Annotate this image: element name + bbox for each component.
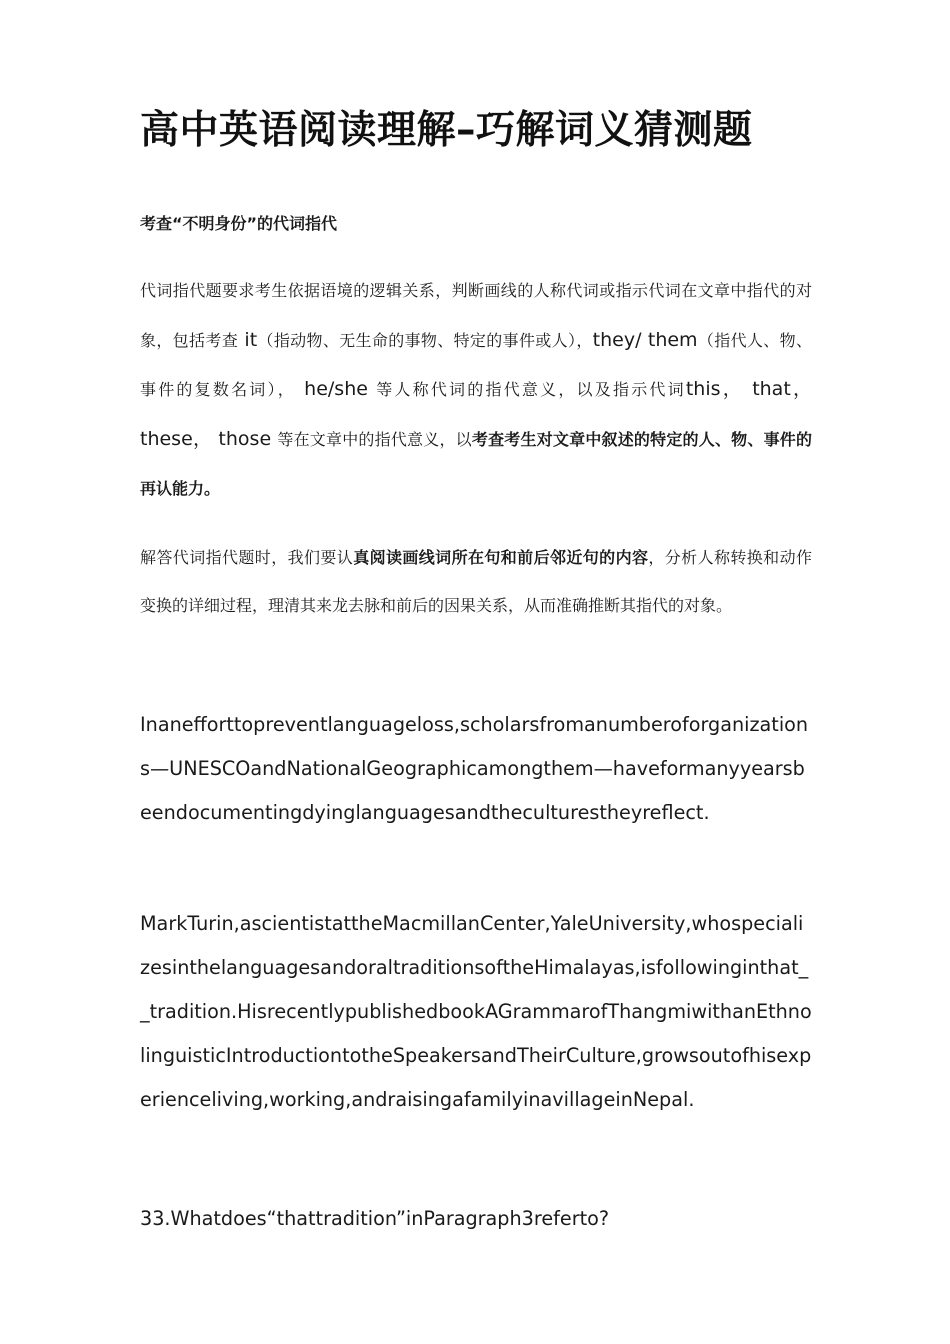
para1-bold-text: 考查考生对文章中叙述的特定的人、物、事件的再认能力。 bbox=[140, 429, 812, 498]
para1-text-b: （指动物、无生命的事物、特定的事件或人）， bbox=[257, 330, 593, 350]
para2-text-a: 解答代词指代题时，我们要认 bbox=[140, 548, 354, 567]
para1-heshe: he/she bbox=[295, 378, 377, 400]
para1-demonstratives: this， that， these， those bbox=[140, 378, 812, 450]
method-paragraph bbox=[140, 534, 812, 629]
para1-it: it bbox=[238, 328, 258, 351]
page-title: 高中英语阅读理解–巧解词义猜测题 bbox=[140, 108, 753, 153]
section-subtitle: 考查“不明身份”的代词指代 bbox=[140, 214, 338, 233]
para1-text-c: （指代人、物、事件的复数名词）， bbox=[140, 330, 812, 399]
para2-bold-text: 真阅读画线词所在句和前后邻近句的内容 bbox=[353, 548, 649, 567]
para1-text-a: 代词指代题要求考生依据语境的逻辑关系，判断画线的人称代词或指示代词在文章中指代的对象，包括考查 bbox=[140, 281, 812, 350]
para1-text-e: 等在文章中的指代意义，以 bbox=[277, 429, 472, 449]
question-33: 33.Whatdoes“thattradition”inParagraph3referto? bbox=[140, 1207, 610, 1230]
para1-text-d: 等人称代词的指代意义，以及指示代词 bbox=[376, 380, 686, 399]
english-passage-1: Inanefforttopreventlanguageloss,scholarsfromanumberoforganizations—UNESCOandNationalGeographicamongthem—haveformanyyearsbeendocumentingdyinglanguagesandtheculturestheyreflect. bbox=[140, 713, 809, 824]
intro-paragraph bbox=[140, 266, 812, 514]
para2-text-b: ，分析人称转换和动作变换的详细过程，理清其来龙去脉和前后的因果关系，从而准确推断其指代的对象。 bbox=[140, 548, 812, 615]
english-passage-2: MarkTurin,ascientistattheMacmillanCenter,YaleUniversity,whospecializesinthelanguagesandoraltraditionsoftheHimalayas,isfollowinginthat__tradition.HisrecentlypublishedbookAGrammarofThangmiwithanEthnolinguisticIntroductiontotheSpeakersandTheirCulture,growsoutofhisexperienceliving,working,andraisingafamilyinavillageinNepal. bbox=[140, 912, 812, 1111]
para1-they: they/ them bbox=[592, 328, 698, 351]
